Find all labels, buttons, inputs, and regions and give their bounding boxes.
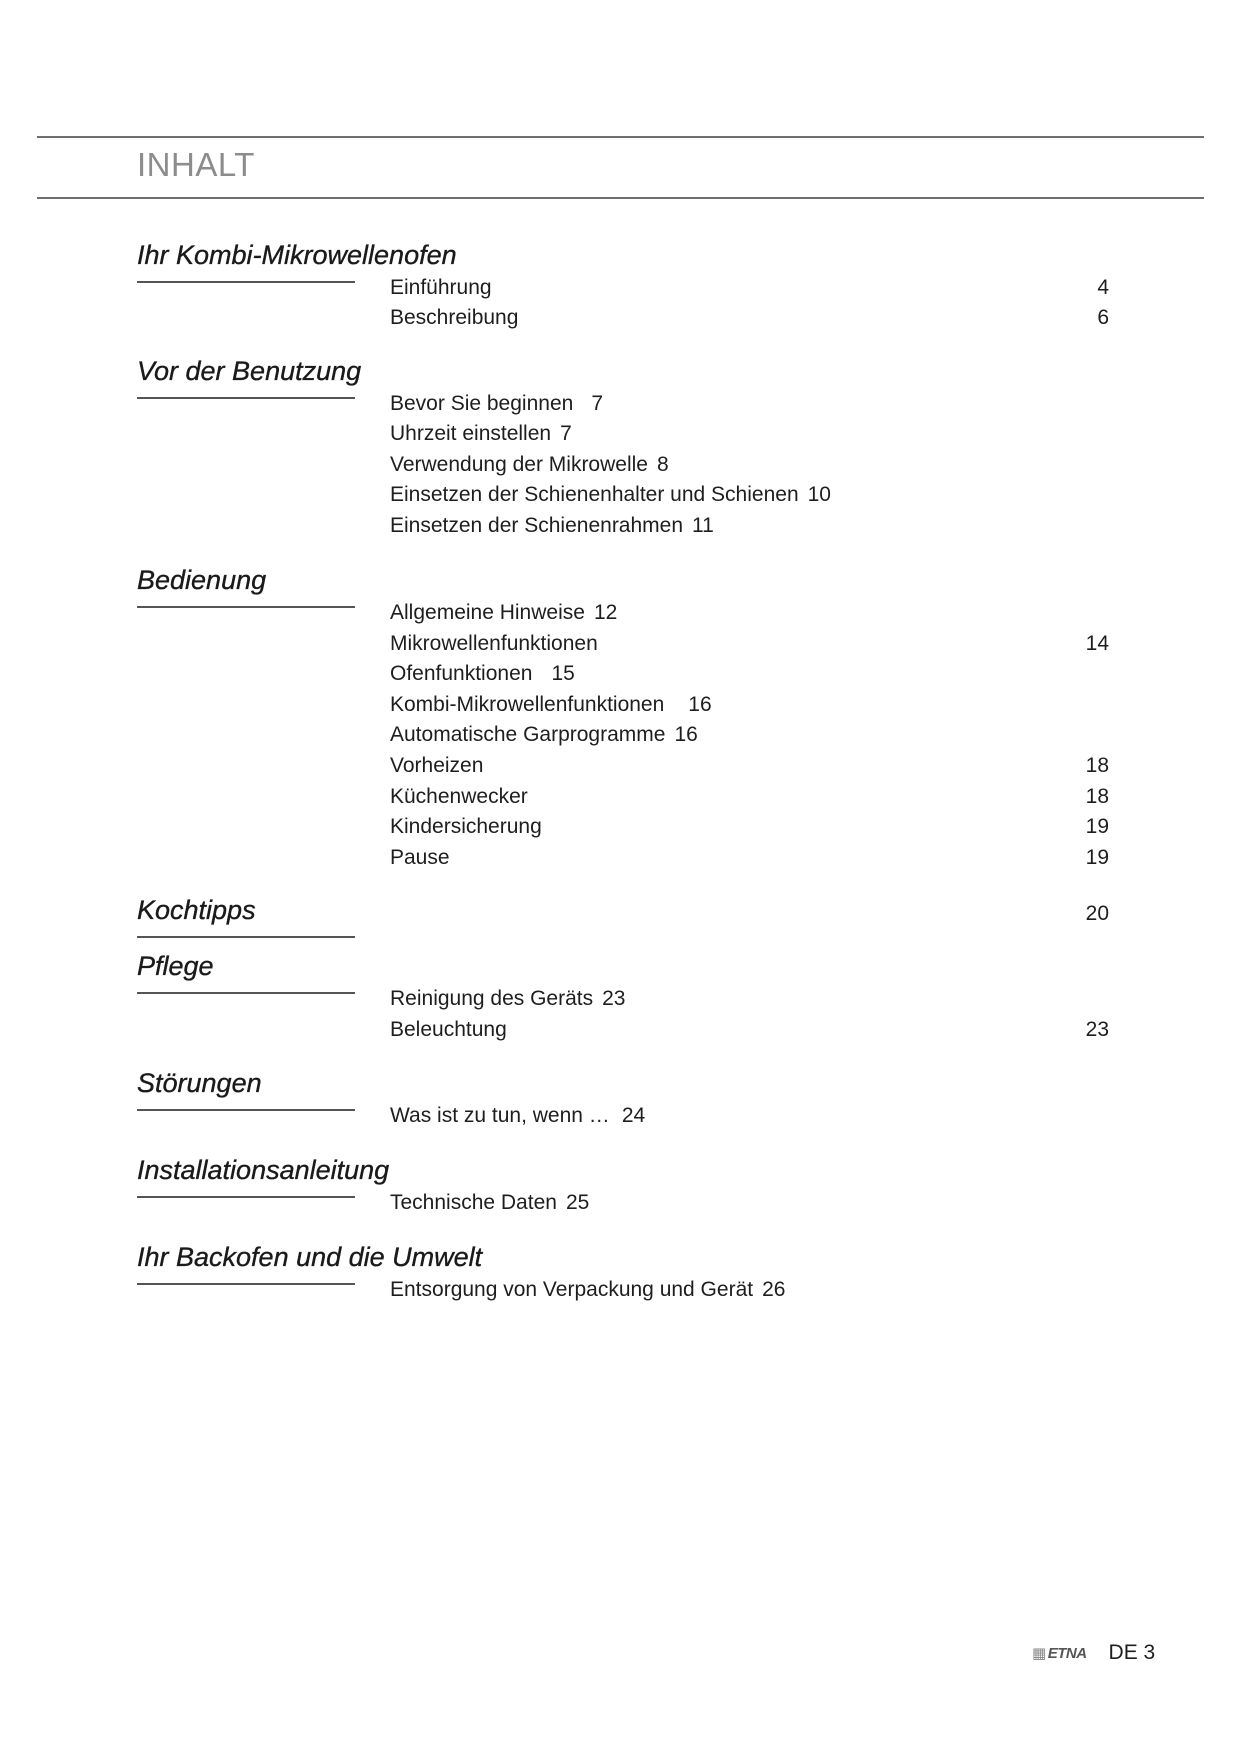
toc-entry-label: Einführung xyxy=(390,276,492,299)
toc-entry-label: Beschreibung xyxy=(390,306,519,329)
toc-entry-label: Verwendung der Mikrowelle xyxy=(390,453,648,476)
header-top-rule xyxy=(37,136,1204,138)
toc-page-number: 12 xyxy=(593,601,618,624)
toc-entry-label: Bevor Sie beginnen xyxy=(390,392,574,415)
toc-page-number: 7 xyxy=(560,422,572,445)
header-bottom-rule xyxy=(37,197,1204,199)
toc-entry xyxy=(390,1191,589,1215)
toc-entry xyxy=(390,422,572,446)
toc-entry-label: Was ist zu tun, wenn … xyxy=(390,1104,610,1127)
toc-page-number: 20 xyxy=(1085,902,1109,925)
section-rule xyxy=(137,936,355,938)
section-heading: Vor der Benutzung xyxy=(137,356,362,386)
toc-entry xyxy=(390,392,603,416)
toc-entry xyxy=(390,723,698,747)
toc-entry-label: Einsetzen der Schienenhalter und Schienen xyxy=(390,483,799,506)
toc-entry xyxy=(390,601,617,625)
toc-entry-label: Technische Daten xyxy=(390,1191,557,1214)
section-rule xyxy=(137,1283,355,1285)
section-heading: Ihr Kombi-Mikrowellenofen xyxy=(137,240,457,270)
toc-entry xyxy=(390,514,714,538)
toc-page-number: 11 xyxy=(692,514,714,537)
toc-page-number: 18 xyxy=(1085,785,1109,808)
logo-text: ETNA xyxy=(1047,1645,1087,1662)
toc-entry-label: Automatische Garprogramme xyxy=(390,723,666,746)
toc-page-number: 10 xyxy=(807,483,831,506)
section-rule xyxy=(137,992,355,994)
toc-page-number: 8 xyxy=(656,453,669,476)
logo-mark-icon: ▦ xyxy=(1032,1645,1046,1662)
section-rule xyxy=(137,281,355,283)
section-rule xyxy=(137,606,355,608)
toc-page-number: 7 xyxy=(591,392,603,415)
toc-entry xyxy=(390,453,669,477)
section-heading: Kochtipps xyxy=(137,895,256,925)
toc-entry-label: Küchenwecker xyxy=(390,785,528,808)
toc-entry-label: Kombi-Mikrowellenfunktionen xyxy=(390,693,665,716)
toc-page-number: 19 xyxy=(1085,815,1109,838)
toc-page-number: 14 xyxy=(1085,632,1109,655)
toc-entry-label: Beleuchtung xyxy=(390,1018,507,1041)
toc-page-number: 26 xyxy=(762,1278,786,1301)
toc-page-number: 23 xyxy=(1085,1018,1109,1041)
toc-entry-label: Einsetzen der Schienenrahmen xyxy=(390,514,684,537)
page-footer xyxy=(1032,1641,1155,1665)
page-title: INHALT xyxy=(137,146,255,183)
toc-page-number: 16 xyxy=(688,693,712,716)
toc-page-number: 23 xyxy=(602,987,626,1010)
toc-entry xyxy=(390,662,575,686)
toc-page-number: 24 xyxy=(621,1104,646,1127)
toc-page-number: 25 xyxy=(565,1191,590,1214)
toc-entry-label: Entsorgung von Verpackung und Gerät xyxy=(390,1278,754,1301)
section-heading: Bedienung xyxy=(137,565,267,595)
toc-entry-label: Reinigung des Geräts xyxy=(390,987,594,1010)
toc-entry-label: Allgemeine Hinweise xyxy=(390,601,585,624)
toc-entry xyxy=(390,987,625,1011)
toc-page-number: 18 xyxy=(1085,754,1109,777)
section-rule xyxy=(137,1196,355,1198)
section-rule xyxy=(137,397,355,399)
page-number: DE 3 xyxy=(1108,1641,1156,1664)
toc-entry-label: Vorheizen xyxy=(390,754,484,777)
toc-entry-label: Pause xyxy=(390,846,450,869)
section-heading: Installationsanleitung xyxy=(137,1155,390,1185)
toc-page-number: 15 xyxy=(551,662,575,685)
section-heading: Pflege xyxy=(137,951,214,981)
section-rule xyxy=(137,1109,355,1111)
toc-entry-label: Ofenfunktionen xyxy=(390,662,533,685)
section-heading: Störungen xyxy=(137,1068,262,1098)
toc-page-number: 6 xyxy=(1097,306,1109,329)
toc-entry-label: Mikrowellenfunktionen xyxy=(390,632,598,655)
toc-entry xyxy=(390,1104,645,1128)
etna-logo xyxy=(1032,1644,1087,1662)
toc-entry xyxy=(390,693,712,717)
toc-page-number: 19 xyxy=(1085,846,1109,869)
toc-entry-label: Uhrzeit einstellen xyxy=(390,422,552,445)
toc-page-number: 4 xyxy=(1097,276,1109,299)
section-heading: Ihr Backofen und die Umwelt xyxy=(137,1242,483,1272)
toc-entry xyxy=(390,1278,785,1302)
toc-entry-label: Kindersicherung xyxy=(390,815,542,838)
toc-page-number: 16 xyxy=(674,723,698,746)
toc-entry xyxy=(390,483,831,507)
